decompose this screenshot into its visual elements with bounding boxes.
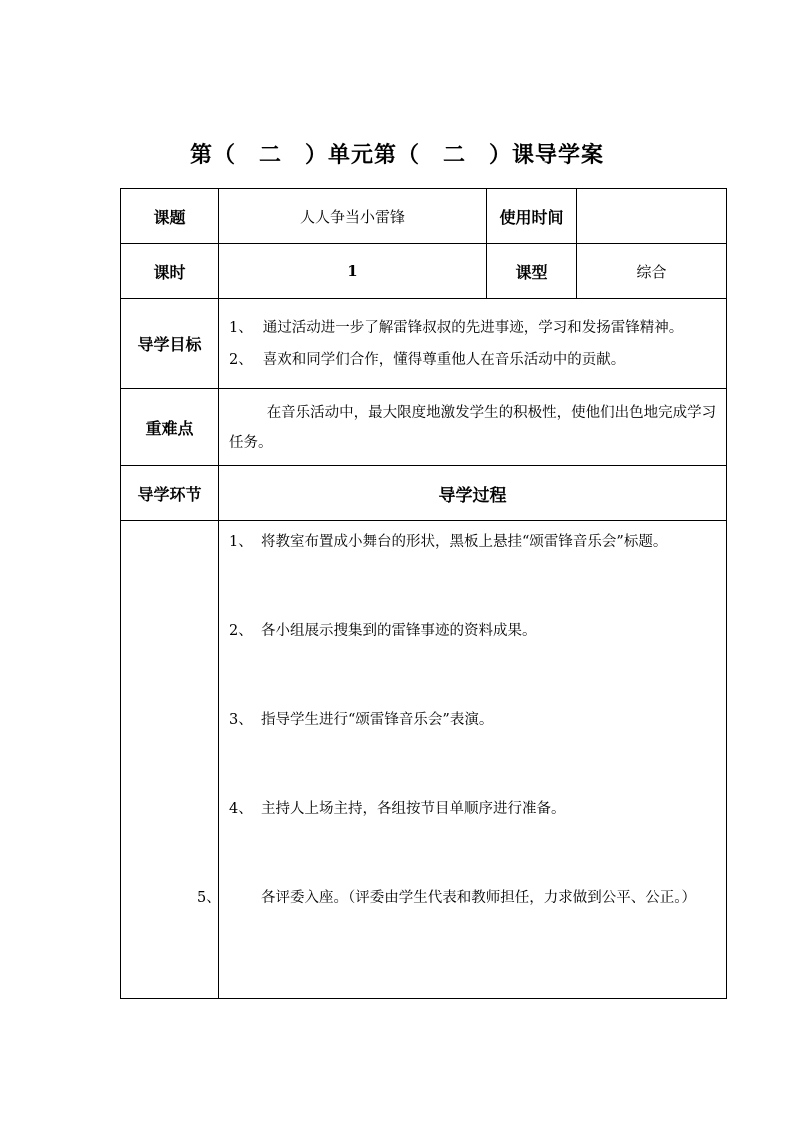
period-row [121, 244, 727, 299]
step-number: 5、 [197, 890, 221, 906]
topic-row [121, 189, 727, 244]
difficulty-row [121, 389, 727, 466]
step-text: 各评委入座。（评委由学生代表和教师担任，力求做到公平、公正。） [261, 890, 696, 906]
step-number: 1、 [229, 534, 253, 550]
process-heading: 导学过程 [219, 466, 727, 521]
goal-item [229, 349, 718, 371]
step-text: 将教室布置成小舞台的形状，黑板上悬挂“颂雷锋音乐会”标题。 [261, 534, 668, 550]
process-step [229, 527, 720, 616]
page-title: 第（ 二 ）单元第（ 二 ）课导学案 [189, 143, 604, 168]
step-number: 4、 [229, 801, 253, 817]
difficulty-text: 在音乐活动中，最大限度地激发学生的积极性，使他们出色地完成学习任务。 [219, 389, 727, 466]
goals-row [121, 299, 727, 389]
goals-content [219, 299, 727, 389]
process-step [229, 794, 720, 883]
lesson-plan-table [120, 188, 727, 999]
process-header-row [121, 466, 727, 521]
step-text: 主持人上场主持，各组按节目单顺序进行准备。 [261, 801, 566, 817]
lesson-type-value: 综合 [577, 244, 727, 299]
use-time-value[interactable] [577, 189, 727, 244]
process-step [229, 616, 720, 705]
step-number: 3、 [229, 712, 253, 728]
lesson-type-label: 课型 [487, 244, 577, 299]
topic-label: 课题 [121, 189, 219, 244]
period-label: 课时 [121, 244, 219, 299]
step-number: 2、 [229, 623, 253, 639]
step-text: 指导学生进行“颂雷锋音乐会”表演。 [261, 712, 494, 728]
goal-number: 2、 [229, 351, 253, 368]
process-steps [197, 521, 727, 999]
step-text: 各小组展示搜集到的雷锋事迹的资料成果。 [261, 623, 537, 639]
process-step [197, 883, 720, 972]
goals-label: 导学目标 [121, 299, 219, 389]
difficulty-label: 重难点 [121, 389, 219, 466]
process-stage-cell [121, 521, 219, 999]
use-time-label: 使用时间 [487, 189, 577, 244]
period-value: 1 [219, 244, 487, 299]
topic-value: 人人争当小雷锋 [219, 189, 487, 244]
process-row [121, 521, 727, 999]
goal-number: 1、 [229, 319, 253, 336]
process-stage-label: 导学环节 [121, 466, 219, 521]
goal-text: 通过活动进一步了解雷锋叔叔的先进事迹，学习和发扬雷锋精神。 [262, 319, 684, 336]
goal-text: 喜欢和同学们合作，懂得尊重他人在音乐活动中的贡献。 [262, 351, 626, 368]
process-step [229, 705, 720, 794]
goal-item [229, 317, 718, 339]
